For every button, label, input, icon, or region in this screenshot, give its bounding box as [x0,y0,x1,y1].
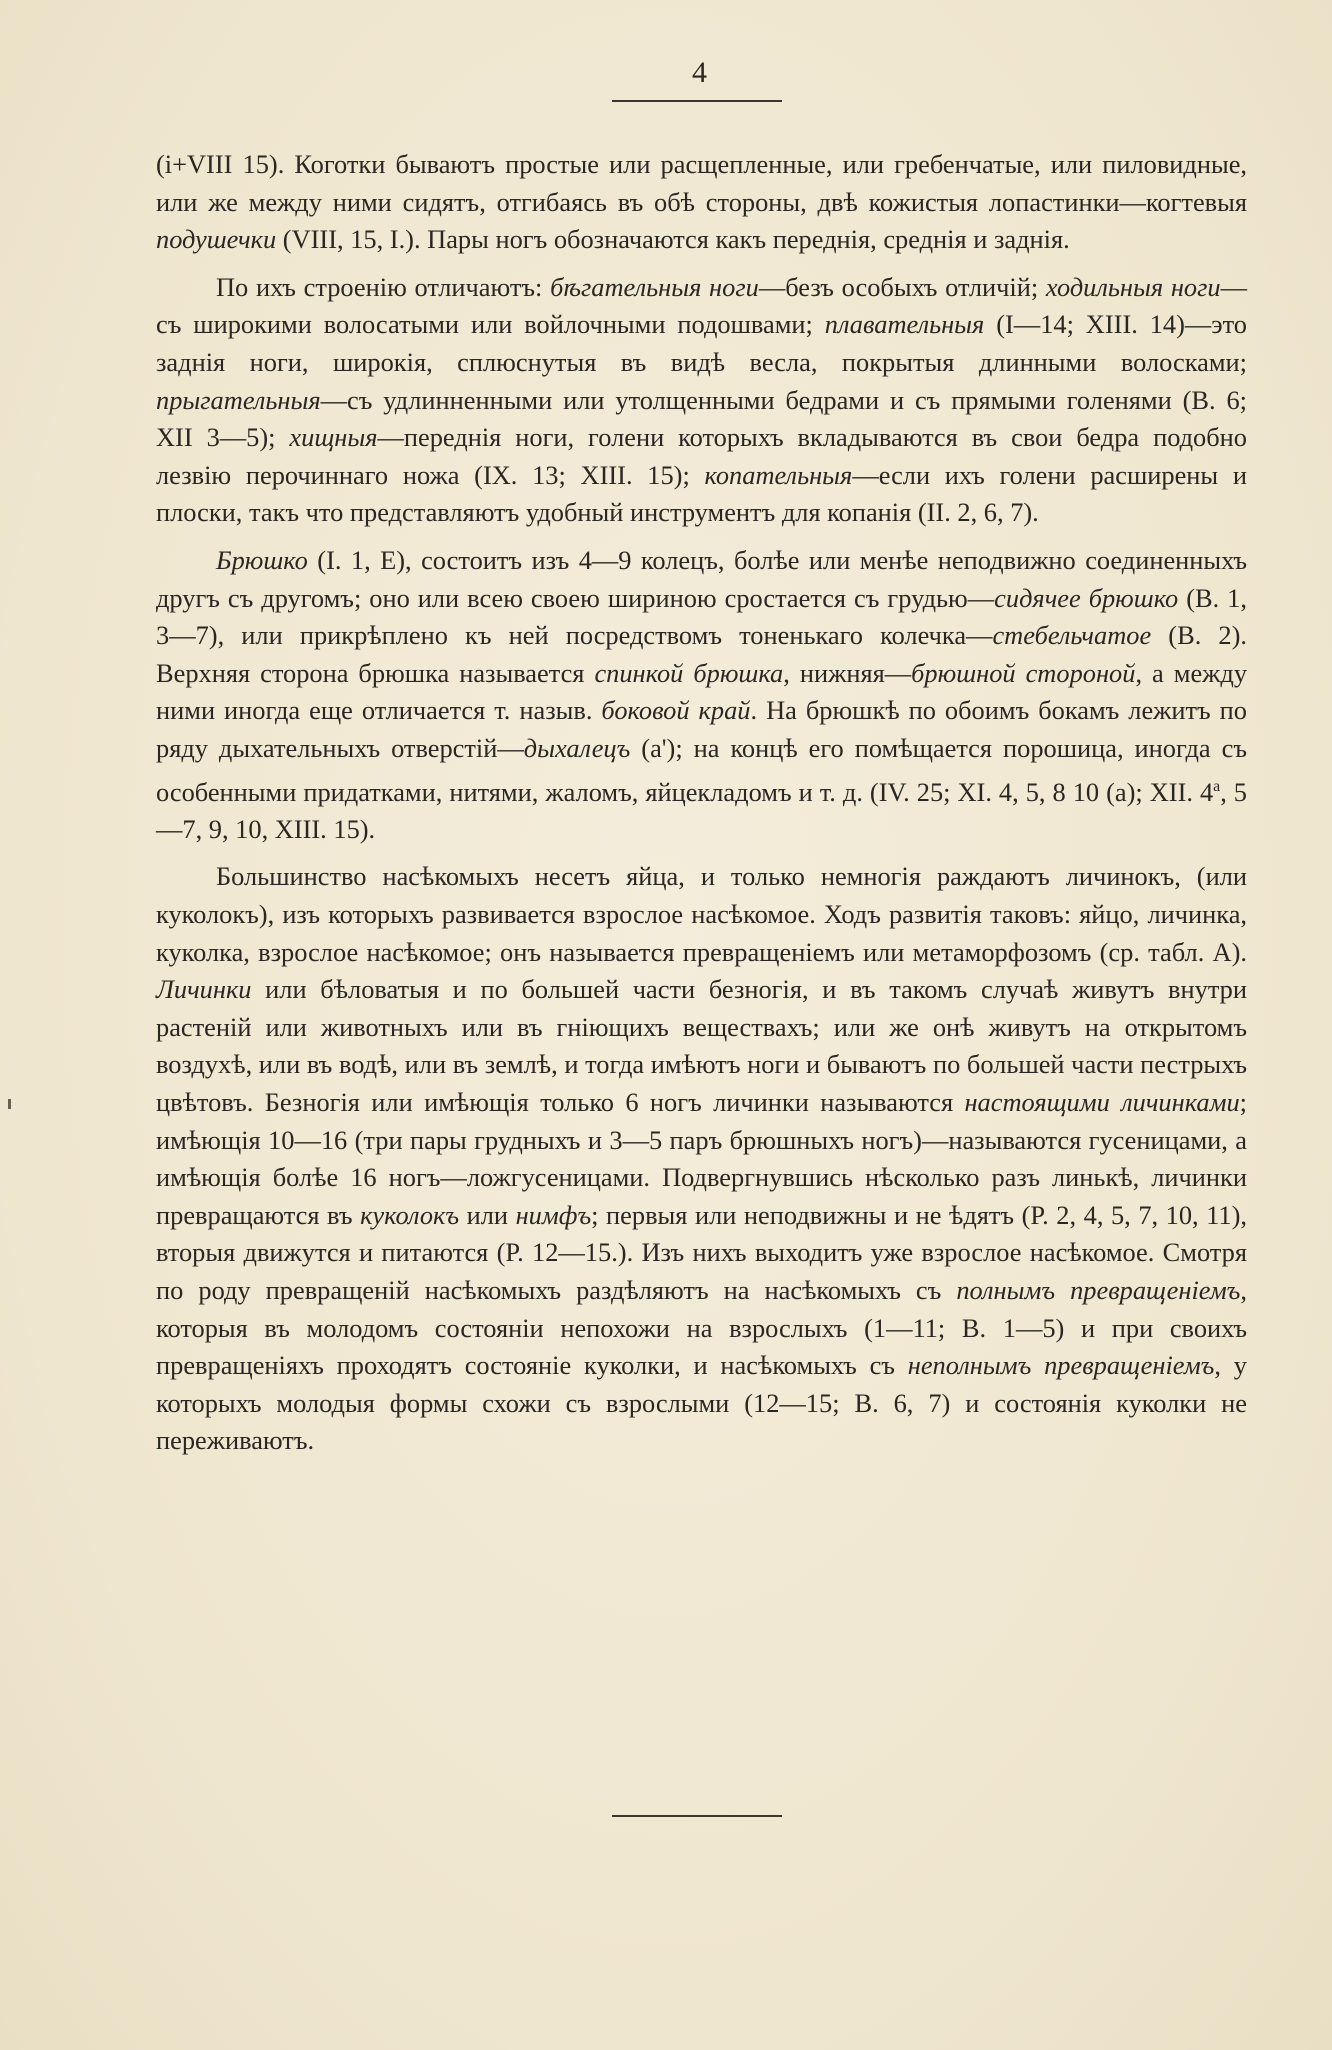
italic-term: Брюшко [216,544,308,575]
italic-term: нимфъ [515,1199,592,1230]
italic-term: хищныя [289,422,378,453]
paragraph [156,542,1247,849]
italic-term: копательныя [704,459,853,490]
italic-term: спинкой брюшка [594,657,784,688]
italic-term: подушечки [156,224,277,255]
italic-term: настоящими личинками [964,1087,1240,1118]
text-run: По ихъ строенію отличаютъ: [216,271,551,302]
italic-term: неполнымъ превращеніемъ [907,1350,1215,1381]
paragraph [156,146,1247,259]
text-run: Большинство насѣкомыхъ несетъ яйца, и только немногія раждаютъ личинокъ, (или куколокъ), изъ которыхъ развивается взрослое насѣкомое. Ходъ развитія таковъ: яйцо, личинка, куколка, взрослое насѣкомое; онъ называется превращеніемъ или метаморфозомъ (ср. табл. A). [156,861,1247,967]
page-number: 4 [692,56,708,89]
top-rule [612,100,782,102]
italic-term: сидячее брюшко [994,582,1179,613]
italic-term: плавательныя [824,309,985,340]
paragraph [156,269,1247,532]
italic-term: полнымъ превращеніемъ [956,1275,1241,1306]
bottom-rule [612,1815,782,1817]
text-run: —съ широкими волосатыми или войлочными подошвами; [156,271,1247,340]
text-run: или [459,1199,516,1230]
text-run: , нижняя— [783,657,912,688]
italic-term: куколокъ [360,1199,460,1230]
italic-term: стебельчатое [992,620,1152,651]
text-run: (I—14; XIII. 14)—это заднія ноги, широкія, сплюснутыя въ видѣ весла, покрытыя длинными волосками; [156,309,1247,377]
text-run: ; первыя или неподвижны и не ѣдятъ (P. 2, 4, 5, 7, 10, 11), вторыя движутся и питаются (P. 12—15.). Изъ нихъ выходитъ уже взрослое насѣкомое. Смотря по роду превращеній насѣкомыхъ раздѣляютъ на насѣкомыхъ съ [156,1199,1247,1306]
italic-term: бѣгательныя ноги [550,271,759,302]
superscript: a [1213,777,1221,795]
text-run: (VIII, 15, I.). Пары ногъ обозначаются какъ переднія, среднія и заднія. [276,224,1070,255]
body-text [156,146,1247,1470]
text-run: (B. 1, 3—7), или прикрѣплено къ ней посредствомъ тоненькаго колечка— [156,582,1247,651]
text-run: —съ удлинненными или утолщенными бедрами и съ прямыми голенями (B. 6; XII 3—5); [156,384,1247,453]
italic-term: прыгательныя [156,384,321,415]
text-run: —переднія ноги, голени которыхъ вкладываются въ свои бедра подобно лезвію перочиннаго ножа (IX. 13; XIII. 15); [156,422,1247,490]
paragraph [156,858,1247,1460]
text-run: , 5—7, 9, 10, XIII. 15). [156,776,1247,844]
text-run: или бѣловатыя и по большей части безногія, и въ такомъ случаѣ живутъ внутри растеній или животныхъ или въ гніющихъ веществахъ; или же онѣ живутъ на открытомъ воздухѣ, или въ водѣ, или въ землѣ, и тогда имѣютъ ноги и бываютъ по большей части пестрыхъ цвѣтовъ. Безногія или имѣющія только 6 ногъ личинки называются [156,974,1247,1118]
italic-term: Личинки [156,974,252,1005]
text-run: (a'); на концѣ его помѣщается порошица, иногда съ особенными придатками, нитями, жаломъ, яйцекладомъ и т. д. (IV. 25; XI. 4, 5, 8 10 (a); XII. 4 [156,732,1247,807]
text-run: ; имѣющія 10—16 (три пары грудныхъ и 3—5 паръ брюшныхъ ногъ)—называются гусеницами, а имѣющія болѣе 16 ногъ—ложгусеницами. Подвергнувшись нѣсколько разъ линькѣ, личинки превращаются въ [156,1087,1247,1230]
text-run: —безъ особыхъ отличій; [758,271,1046,302]
text-run: . На брюшкѣ по обоимъ бокамъ лежитъ по ряду дыхательныхъ отверстій— [156,695,1247,763]
italic-term: дыхалецъ [523,732,631,763]
text-run: (B. 2). Верхняя сторона брюшка называется [156,620,1248,688]
italic-term: ходильныя ноги [1045,271,1221,302]
margin-mark [8,1099,11,1109]
italic-term: брюшной стороной [911,657,1136,688]
italic-term: боковой край [601,695,751,726]
text-run: , у которыхъ молодыя формы схожи съ взрослыми (12—15; B. 6, 7) и состоянія куколки не переживаютъ. [156,1350,1247,1456]
text-run: , а между ними иногда еще отличается т. назыв. [156,657,1248,726]
text-run: (i+VIII 15). Коготки бываютъ простые или расщепленные, или гребенчатые, или пиловидные, или же между ними сидятъ, отгибаясь въ обѣ стороны, двѣ кожистыя лопастинки—когтевыя [156,149,1247,217]
text-run: —если ихъ голени расширены и плоски, такъ что представляютъ удобный инструментъ для копанія (II. 2, 6, 7). [156,459,1247,528]
text-run: (I. 1, E), состоитъ изъ 4—9 колецъ, болѣе или менѣе неподвижно соединенныхъ другъ съ другомъ; оно или всею своею шириною сростается съ грудью— [156,544,1247,613]
text-run: , которыя въ молодомъ состояніи непохожи на взрослыхъ (1—11; B. 1—5) и при своихъ превращеніяхъ проходятъ состояніе куколки, и насѣкомыхъ съ [156,1275,1247,1381]
